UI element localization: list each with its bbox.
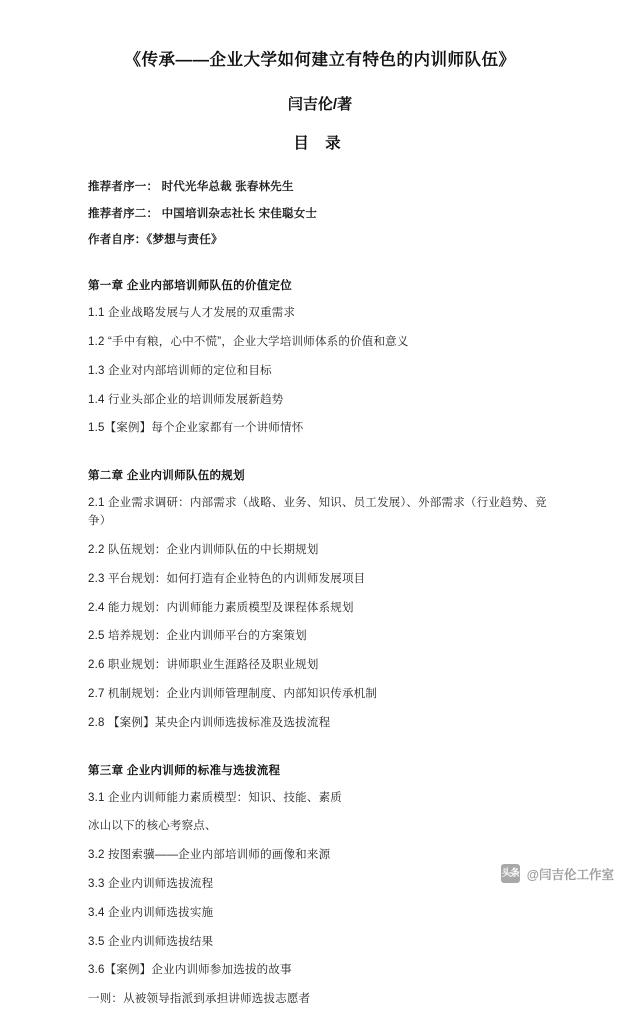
list-item: 3.2 按图索骥——企业内部培训师的画像和来源 bbox=[88, 849, 331, 862]
chapter-heading: 第一章 企业内部培训师队伍的价值定位 bbox=[88, 280, 293, 293]
toc-body bbox=[0, 179, 640, 1009]
list-item: 1.3 企业对内部培训师的定位和目标 bbox=[88, 364, 272, 377]
list-item: 2.7 机制规划：企业内训师管理制度、内部知识传承机制 bbox=[88, 687, 378, 700]
list-item: 2.2 队伍规划：企业内训师队伍的中长期规划 bbox=[88, 543, 319, 556]
chapter-two bbox=[88, 467, 552, 732]
toc-heading: 目 录 bbox=[293, 134, 347, 152]
toutiao-logo-icon: 头条 bbox=[501, 864, 520, 883]
list-item: 3.4 企业内训师选拔实施 bbox=[88, 906, 214, 919]
list-item: 2.8 【案例】某央企内训师选拔标准及选拔流程 bbox=[88, 716, 331, 729]
list-item: 3.5 企业内训师选拔结果 bbox=[88, 935, 214, 948]
list-item: 2.6 职业规划：讲师职业生涯路径及职业规划 bbox=[88, 659, 319, 672]
chapter-three bbox=[88, 762, 552, 1009]
list-item: 推荐者序一： 时代光华总裁 张春林先生 bbox=[88, 180, 294, 193]
chapter-one bbox=[88, 277, 552, 438]
chapter-heading: 第三章 企业内训师的标准与选拔流程 bbox=[88, 764, 281, 777]
list-item: 3.6【案例】企业内训师参加选拔的故事 bbox=[88, 964, 292, 977]
list-item: 2.5 培养规划：企业内训师平台的方案策划 bbox=[88, 630, 307, 643]
list-item: 2.4 能力规划：内训师能力素质模型及课程体系规划 bbox=[88, 601, 354, 614]
watermark bbox=[501, 864, 614, 883]
list-item: 1.5【案例】每个企业家都有一个讲师情怀 bbox=[88, 422, 304, 435]
list-item: 推荐者序二： 中国培训杂志社长 宋佳聪女士 bbox=[88, 207, 318, 220]
list-item: 冰山以下的核心考察点、 bbox=[88, 820, 217, 833]
spacer bbox=[88, 744, 552, 762]
list-item: 2.1 企业需求调研：内部需求（战略、业务、知识、员工发展）、外部需求（行业趋势、竞争） bbox=[88, 497, 547, 528]
watermark-text: @闫吉伦工作室 bbox=[526, 867, 614, 882]
page-title: 《传承——企业大学如何建立有特色的内训师队伍》 bbox=[124, 51, 516, 69]
spacer bbox=[88, 259, 552, 277]
list-item: 一则：从被领导指派到承担讲师选拔志愿者 bbox=[88, 993, 311, 1006]
list-item: 3.1 企业内训师能力素质模型：知识、技能、素质 bbox=[88, 791, 342, 804]
front-matter-list bbox=[88, 179, 552, 250]
list-item: 1.1 企业战略发展与人才发展的双重需求 bbox=[88, 307, 296, 320]
list-item: 1.4 行业头部企业的培训师发展新趋势 bbox=[88, 393, 284, 406]
list-item: 1.2 “手中有粮，心中不慌”，企业大学培训师体系的价值和意义 bbox=[88, 336, 409, 348]
chapter-heading: 第二章 企业内训师队伍的规划 bbox=[88, 470, 245, 483]
spacer bbox=[88, 449, 552, 467]
list-item: 作者自序：《梦想与责任》 bbox=[88, 234, 223, 247]
list-item: 2.3 平台规划：如何打造有企业特色的内训师发展项目 bbox=[88, 572, 366, 585]
list-item: 3.3 企业内训师选拔流程 bbox=[88, 878, 214, 890]
author-line: 闫吉伦/著 bbox=[287, 95, 353, 113]
title-block bbox=[0, 0, 640, 153]
